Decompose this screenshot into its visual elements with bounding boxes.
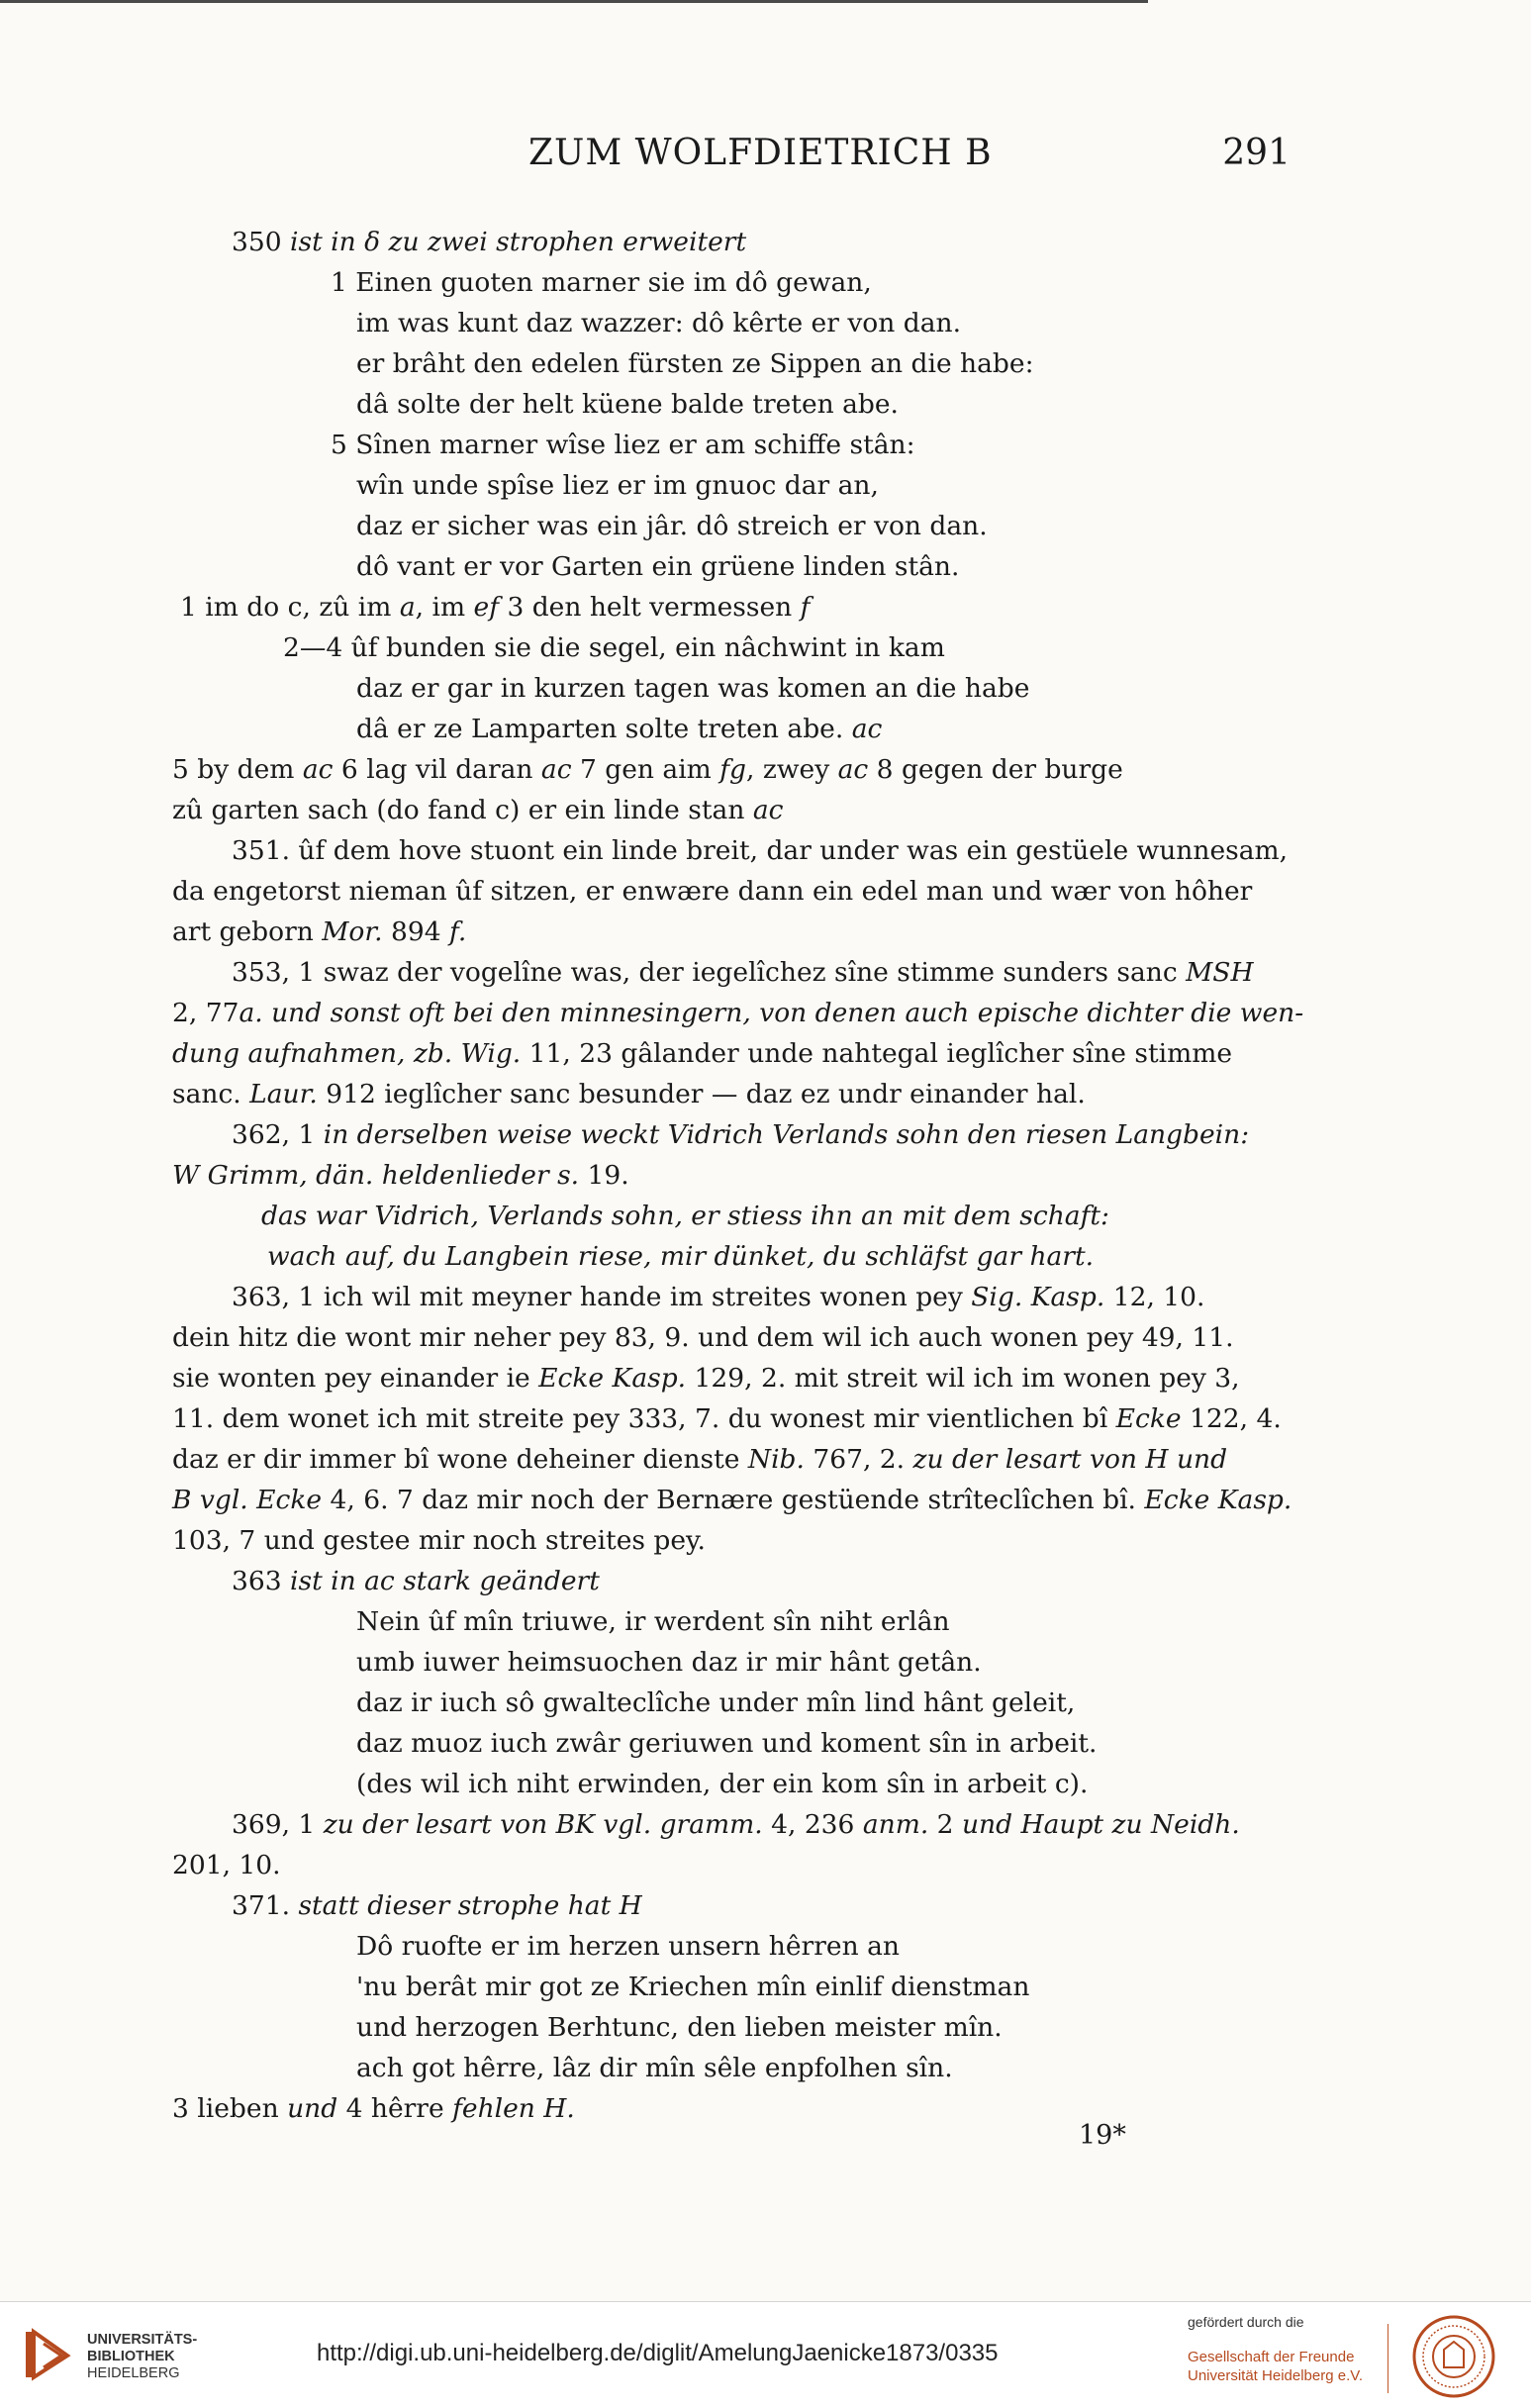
text-run: 767, 2.	[804, 1444, 913, 1475]
text-line	[172, 465, 1291, 506]
text-line	[172, 1683, 1291, 1723]
text-run: 363	[232, 1566, 291, 1596]
footer-bar	[0, 2301, 1531, 2408]
text-line	[172, 1196, 1291, 1236]
library-name-line: UNIVERSITÄTS-	[87, 2332, 198, 2348]
text-run: dâ solte der helt küene balde treten abe.	[356, 389, 899, 420]
text-run: und herzogen Berhtunc, den lieben meister mîn.	[356, 2012, 1003, 2043]
text-run: ac	[302, 754, 334, 785]
text-line	[172, 222, 1291, 262]
text-run: 912 ieglîcher sanc besunder — daz ez undr einander hal.	[317, 1079, 1086, 1109]
text-line	[172, 1520, 1291, 1561]
text-run: Laur.	[249, 1079, 318, 1109]
text-run: 362, 1	[232, 1119, 324, 1150]
text-run: ac	[837, 754, 869, 785]
text-line	[172, 384, 1291, 425]
text-line	[172, 830, 1291, 871]
text-run: umb iuwer heimsuochen daz ir mir hânt getân.	[356, 1647, 982, 1678]
text-run: daz ir iuch sô gwalteclîche under mîn lind hânt geleit,	[356, 1687, 1076, 1718]
text-run: , im	[415, 592, 474, 623]
text-line	[172, 1764, 1291, 1804]
text-run: sanc.	[172, 1079, 250, 1109]
text-line	[172, 709, 1291, 749]
text-run: 122, 4.	[1181, 1403, 1282, 1434]
text-run: 353, 1 swaz der vogelîne was, der iegelîchez sîne stimme sunders sanc	[232, 957, 1187, 988]
text-line	[172, 546, 1291, 587]
text-line	[172, 1926, 1291, 1967]
text-run: Nib.	[747, 1444, 805, 1475]
text-run: 4, 6. 7 daz mir noch der Bernære gestüende strîteclîchen bî.	[322, 1485, 1145, 1515]
text-run: Ecke Kasp.	[1144, 1485, 1292, 1515]
text-line	[172, 1480, 1291, 1520]
text-run: zû garten sach (do fand c) er ein linde stan	[172, 795, 753, 825]
text-line	[172, 1804, 1291, 1845]
text-run: ac	[752, 795, 784, 825]
text-run: ist in ac stark geändert	[290, 1566, 600, 1596]
text-run: 11, 23 gâlander unde nahtegal ieglîcher sîne stimme	[521, 1038, 1233, 1069]
text-line	[172, 2007, 1291, 2048]
text-line	[172, 1155, 1291, 1196]
text-run: 7 gen aim	[571, 754, 720, 785]
text-line	[172, 1885, 1291, 1926]
text-run: 8 gegen der burge	[868, 754, 1123, 785]
text-run: daz er sicher was ein jâr. dô streich er von dan.	[356, 511, 988, 541]
text-run: B vgl. Ecke	[172, 1485, 323, 1515]
text-run: 894	[382, 916, 449, 947]
text-run: 4 hêrre	[337, 2093, 453, 2124]
text-run: 3 den helt vermessen	[499, 592, 801, 623]
sponsor-name	[1188, 2348, 1363, 2385]
sponsor-name-line: Gesellschaft der Freunde	[1188, 2349, 1355, 2365]
page-body	[172, 222, 1304, 2129]
text-run: dâ er ze Lamparten solte treten abe.	[356, 714, 852, 744]
text-run: daz er dir immer bî wone deheiner dienste	[172, 1444, 748, 1475]
text-line	[172, 1317, 1291, 1358]
text-run: 5 Sînen marner wîse liez er am schiffe stân:	[331, 430, 915, 460]
text-run: 2—4 ûf bunden sie die segel, ein nâchwint in kam	[283, 632, 945, 663]
text-line	[172, 1601, 1291, 1642]
text-run: Ecke	[1115, 1403, 1182, 1434]
signature-mark: 19*	[1079, 2120, 1126, 2151]
text-run: f	[800, 592, 811, 623]
running-header	[172, 133, 1291, 182]
text-line	[172, 1967, 1291, 2007]
text-run: dein hitz die wont mir neher pey 83, 9. und dem wil ich auch wonen pey 49, 11.	[172, 1322, 1234, 1353]
text-run: zu der lesart von H und	[912, 1444, 1228, 1475]
text-run: 4, 236	[762, 1809, 863, 1840]
text-run: 2, 77	[172, 998, 239, 1028]
text-run: a	[239, 998, 255, 1028]
library-logo-icon	[22, 2326, 79, 2383]
text-line	[172, 668, 1291, 709]
text-run: art geborn	[172, 916, 323, 947]
text-line	[172, 1074, 1291, 1114]
text-run: 12, 10.	[1104, 1282, 1205, 1312]
text-run: da engetorst nieman ûf sitzen, er enwære dann ein edel man und wær von hôher	[172, 876, 1253, 907]
text-run: Mor.	[322, 916, 383, 947]
text-run: 6 lag vil daran	[333, 754, 541, 785]
text-run: Ecke Kasp.	[538, 1363, 687, 1394]
text-run: ist in δ zu zwei strophen erweitert	[281, 227, 747, 257]
text-line	[172, 952, 1291, 993]
text-line	[172, 587, 1291, 627]
text-run: wach auf, du Langbein riese, mir dünket, du schläfst gar hart.	[267, 1241, 1095, 1272]
text-line	[172, 1277, 1291, 1317]
library-name-line: BIBLIOTHEK	[87, 2349, 175, 2364]
text-line	[172, 1236, 1291, 1277]
text-run: 5 by dem	[172, 754, 303, 785]
text-run: 201, 10.	[172, 1850, 281, 1880]
library-name	[87, 2332, 197, 2382]
text-run: 371.	[232, 1890, 299, 1921]
text-line	[172, 303, 1291, 343]
text-line	[172, 1033, 1291, 1074]
text-line	[172, 1114, 1291, 1155]
text-run: W Grimm, dän. heldenlieder s.	[172, 1160, 580, 1191]
text-run: 'nu berât mir got ze Kriechen mîn einlif dienstman	[356, 1972, 1030, 2002]
text-run: 363, 1 ich wil mit meyner hande im streites wonen pey	[232, 1282, 972, 1312]
sponsor-caption: gefördert durch die	[1188, 2314, 1304, 2330]
library-name-line: HEIDELBERG	[87, 2365, 180, 2381]
text-run: in derselben weise weckt Vidrich Verlands sohn den riesen Langbein:	[323, 1119, 1250, 1150]
text-run: und	[287, 2093, 338, 2124]
permalink-url[interactable]: http://digi.ub.uni-heidelberg.de/diglit/AmelungJaenicke1873/0335	[317, 2340, 999, 2366]
text-line	[172, 506, 1291, 546]
text-line	[172, 2048, 1291, 2088]
text-line	[172, 1439, 1291, 1480]
sponsor-name-line: Universität Heidelberg e.V.	[1188, 2367, 1364, 2384]
text-run: , zwey	[746, 754, 838, 785]
text-run: ac	[540, 754, 572, 785]
text-run: 129, 2. mit streit wil ich im wonen pey 3,	[686, 1363, 1240, 1394]
text-run: 19.	[579, 1160, 629, 1191]
text-run: dô vant er vor Garten ein grüene linden stân.	[356, 551, 960, 582]
text-run: wîn unde spîse liez er im gnuoc dar an,	[356, 470, 879, 501]
text-line	[172, 871, 1291, 912]
text-line	[172, 627, 1291, 668]
text-run: MSH	[1186, 957, 1254, 988]
text-run: fg	[719, 754, 747, 785]
page-number: 291	[1222, 133, 1291, 173]
text-run: das war Vidrich, Verlands sohn, er stiess ihn an mit dem schaft:	[261, 1201, 1109, 1231]
text-line	[172, 1561, 1291, 1601]
text-run: 103, 7 und gestee mir noch streites pey.	[172, 1525, 706, 1556]
text-line	[172, 912, 1291, 952]
text-run: daz er gar in kurzen tagen was komen an die habe	[356, 673, 1030, 704]
text-run: Sig. Kasp.	[971, 1282, 1105, 1312]
text-run: Dô ruofte er im herzen unsern hêrren an	[356, 1931, 900, 1962]
text-run: ach got hêrre, lâz dir mîn sêle enpfolhen sîn.	[356, 2053, 953, 2083]
text-run: statt dieser strophe hat H	[298, 1890, 642, 1921]
running-title: ZUM WOLFDIETRICH B	[528, 133, 993, 173]
text-line	[172, 343, 1291, 384]
text-line	[172, 425, 1291, 465]
text-line	[172, 1398, 1291, 1439]
text-run: Nein ûf mîn triuwe, ir werdent sîn niht erlân	[356, 1606, 950, 1637]
text-run: 350	[232, 227, 282, 257]
text-run: 1 im do c, zû im	[180, 592, 400, 623]
text-run: er brâht den edelen fürsten ze Sippen an die habe:	[356, 348, 1034, 379]
text-run: und Haupt zu Neidh.	[961, 1809, 1240, 1840]
text-run: . und sonst oft bei den minnesingern, von denen auch epische dichter die wen-	[254, 998, 1304, 1028]
text-run: 2	[928, 1809, 962, 1840]
text-run: ef	[473, 592, 500, 623]
text-run: a	[399, 592, 416, 623]
text-line	[172, 749, 1291, 790]
text-run: 11. dem wonet ich mit streite pey 333, 7. du wonest mir vientlichen bî	[172, 1403, 1116, 1434]
scan-top-edge	[0, 0, 1148, 3]
text-line	[172, 1358, 1291, 1398]
text-run: ac	[851, 714, 883, 744]
text-line	[172, 993, 1304, 1033]
text-line	[172, 262, 1291, 303]
text-run: sie wonten pey einander ie	[172, 1363, 539, 1394]
text-run: 3 lieben	[172, 2093, 288, 2124]
text-run: fehlen H.	[452, 2093, 575, 2124]
text-line	[172, 790, 1291, 830]
text-run: 369, 1	[232, 1809, 324, 1840]
text-line	[172, 1845, 1291, 1885]
text-run: (des wil ich niht erwinden, der ein kom sîn in arbeit c).	[356, 1769, 1089, 1799]
text-run: dung aufnahmen, zb. Wig.	[172, 1038, 522, 1069]
university-seal-icon	[1411, 2314, 1496, 2399]
text-run: daz muoz iuch zwâr geriuwen und koment sîn in arbeit.	[356, 1728, 1098, 1759]
footer-divider	[1387, 2324, 1388, 2393]
text-run: im was kunt daz wazzer: dô kêrte er von dan.	[356, 308, 962, 338]
text-run: 1 Einen guoten marner sie im dô gewan,	[331, 267, 872, 298]
text-line	[172, 1723, 1291, 1764]
text-run: anm.	[862, 1809, 929, 1840]
text-run: f.	[448, 916, 467, 947]
text-run: 351. ûf dem hove stuont ein linde breit, dar under was ein gestüele wunnesam,	[232, 835, 1289, 866]
text-run: zu der lesart von BK vgl. gramm.	[323, 1809, 763, 1840]
text-line	[172, 1642, 1291, 1683]
